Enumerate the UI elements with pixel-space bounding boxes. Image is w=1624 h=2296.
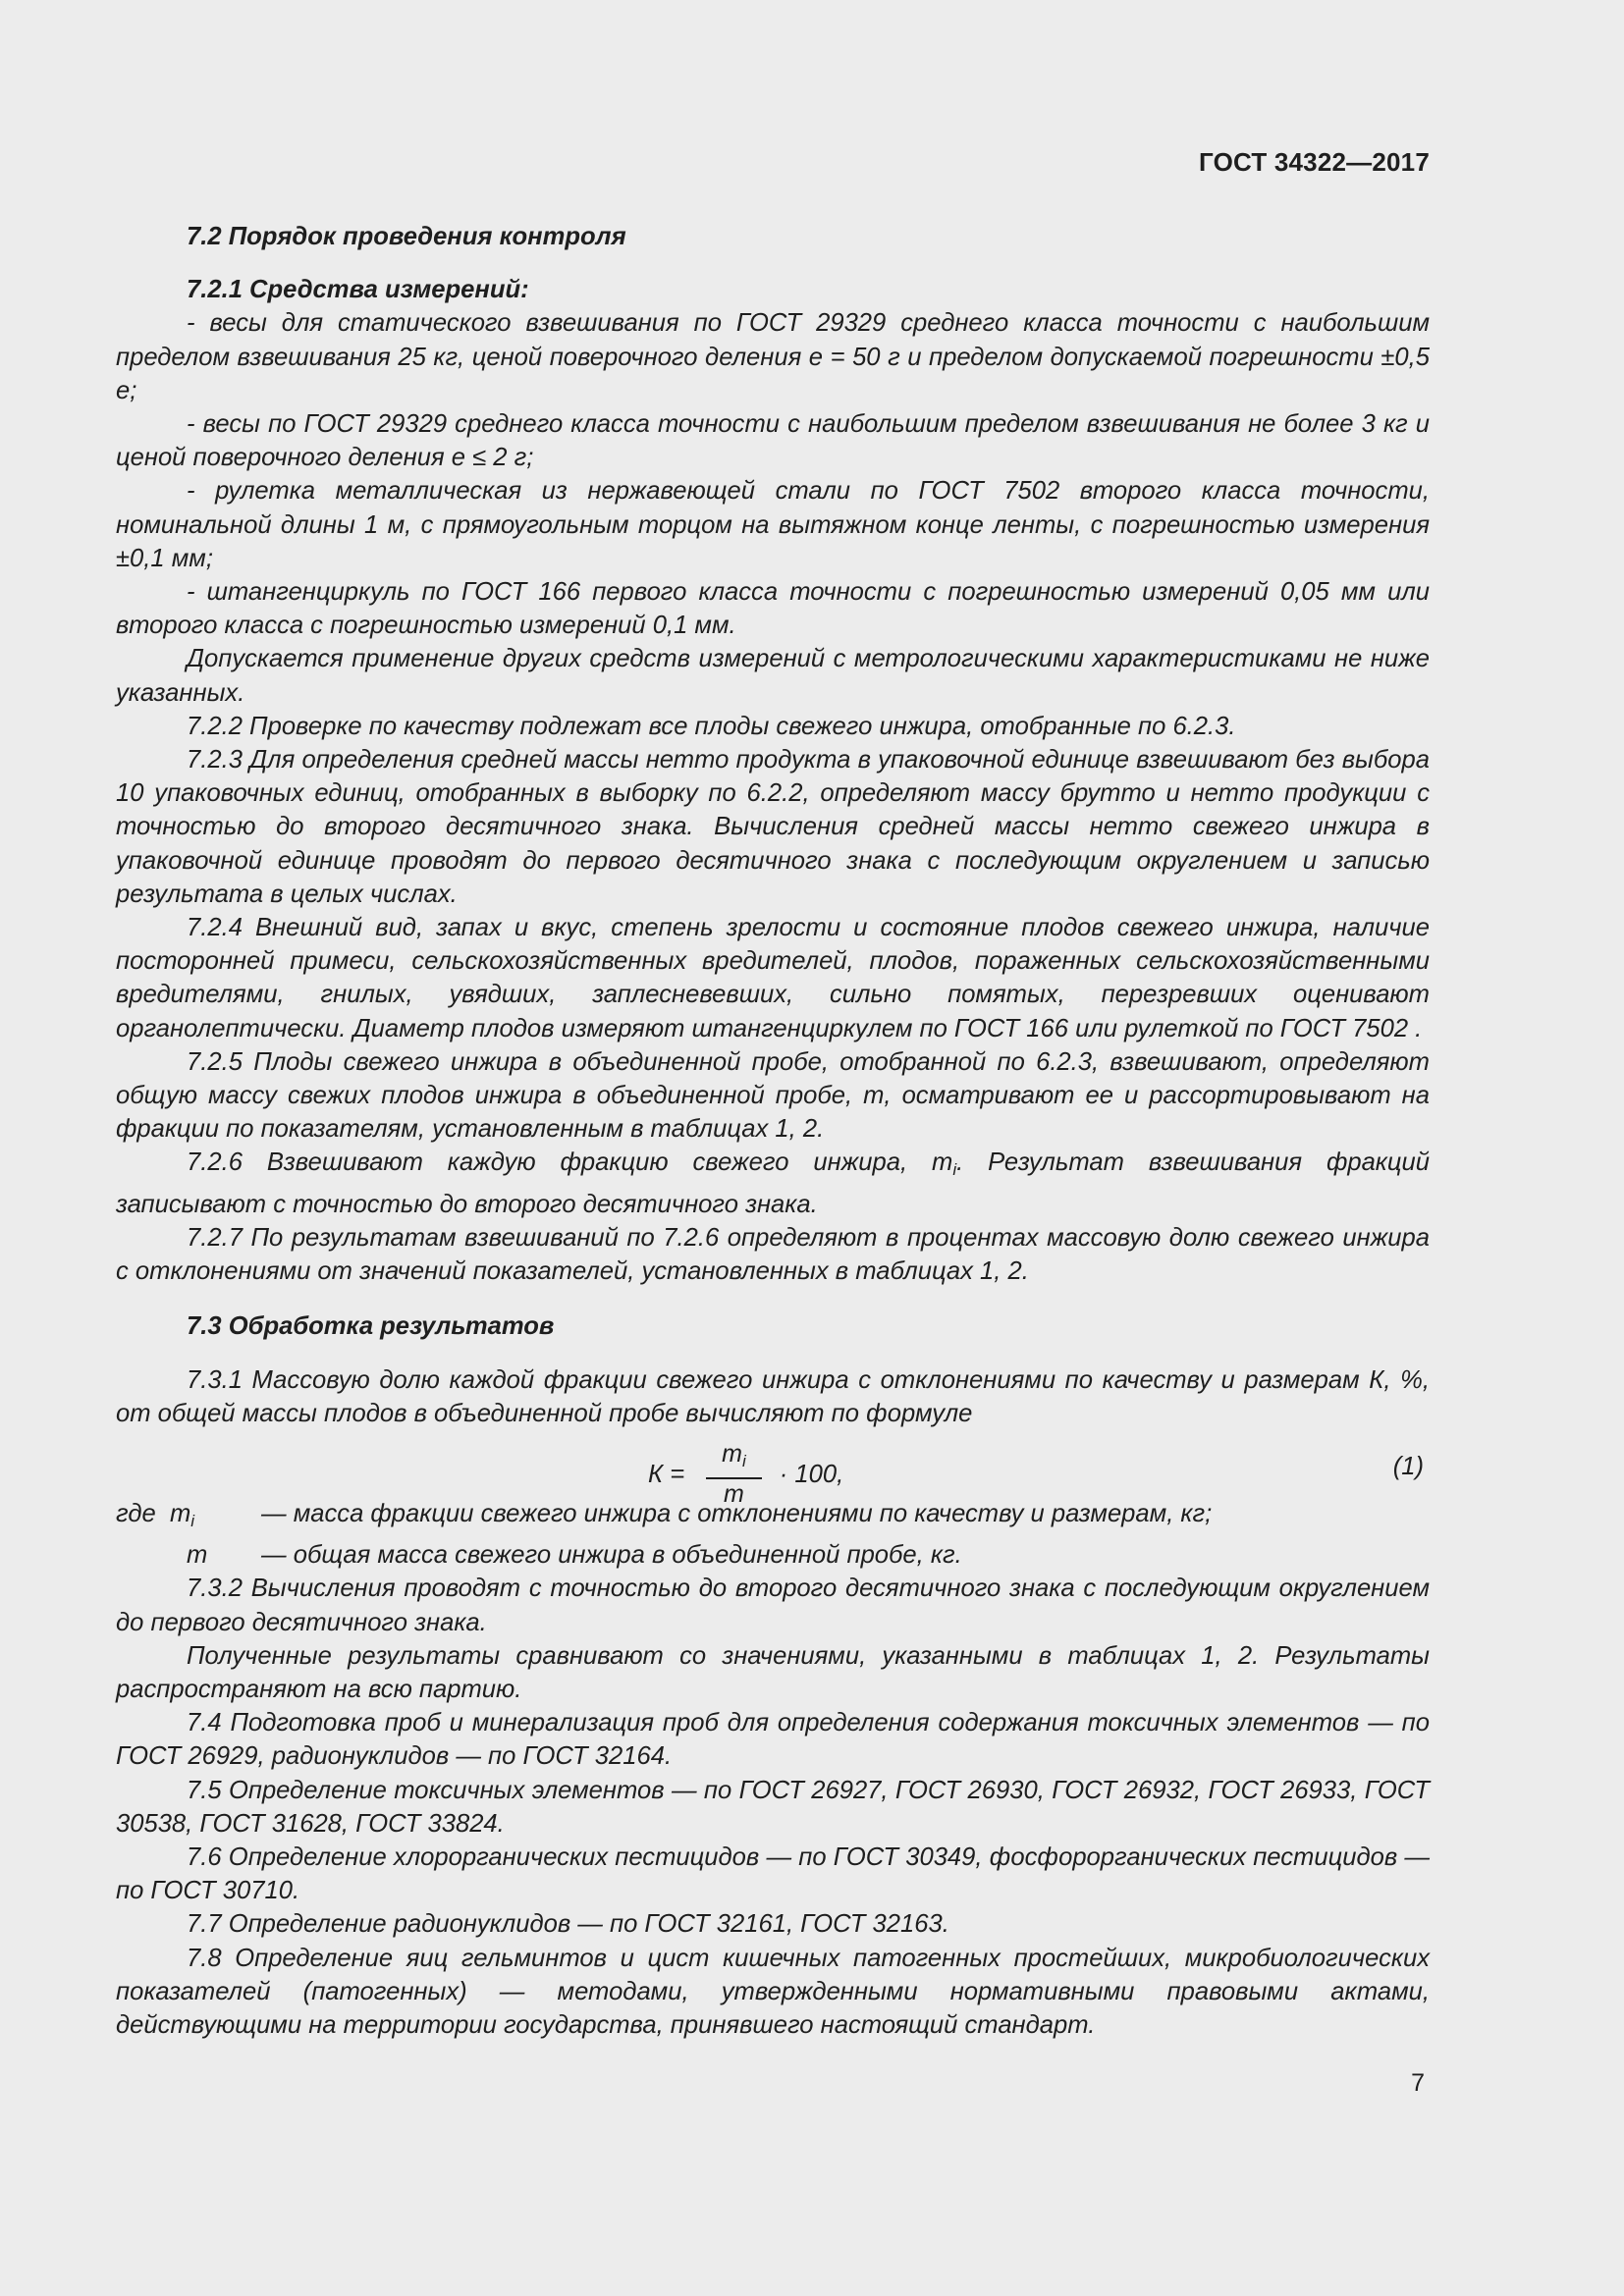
page-number: 7 bbox=[1411, 2069, 1425, 2097]
allowance-paragraph: Допускается применение других средств измерений с метрологическими характеристиками не ниже указанных. bbox=[116, 645, 1430, 707]
paragraph-7-2-6-start: 7.2.6 Взвешивают каждую фракцию свежего инжира, m bbox=[187, 1148, 953, 1177]
definition-row bbox=[116, 1538, 1430, 1572]
symbol-subscript: i bbox=[190, 1511, 195, 1530]
equipment-item: - весы по ГОСТ 29329 среднего класса точности с наибольшим пределом взвешивания не более 3 кг и ценой поверочного деления e ≤ 2 г; bbox=[116, 410, 1430, 472]
paragraph-7-7: 7.7 Определение радионуклидов — по ГОСТ 32161, ГОСТ 32163. bbox=[187, 1910, 949, 1939]
section-7-2-1-title: 7.2.1 Средства измерений: bbox=[187, 276, 529, 304]
results-paragraph: Полученные результаты сравнивают со значениями, указанными в таблицах 1, 2. Результаты распространяют на всю партию. bbox=[116, 1641, 1430, 1703]
paragraph-7-2-6 bbox=[116, 1146, 1430, 1220]
paragraph-7-2-3: 7.2.3 Для определения средней массы нетто продукта в упаковочной единице взвешивают без выбора 10 упаковочных единиц, отобранных в выборку по 6.2.2, определяют массу брутто и нетто продукции с точностью до второго десятичного знака. Вычисления средней массы нетто свежего инжира в упаковочной единице проводят до первого десятичного знака с последующим округлением и записью результата в целых числах. bbox=[116, 746, 1430, 908]
paragraph-7-3-1: 7.3.1 Массовую долю каждой фракции свежего инжира с отклонениями по качеству и размерам К, %, от общей массы плодов в объединенной пробе вычисляют по формуле bbox=[116, 1365, 1430, 1427]
paragraph-7-2-2: 7.2.2 Проверке по качеству подлежат все плоды свежего инжира, отобранные по 6.2.3. bbox=[187, 712, 1236, 740]
formula-lhs: К = bbox=[648, 1460, 685, 1488]
equipment-item: - штангенциркуль по ГОСТ 166 первого класса точности с погрешностью измерений 0,05 мм или второго класса с погрешностью измерений 0,1 мм. bbox=[116, 578, 1430, 640]
numerator-base: m bbox=[722, 1439, 742, 1468]
formula-definitions bbox=[116, 1497, 1430, 1572]
equipment-item: - рулетка металлическая из нержавеющей стали по ГОСТ 7502 второго класса точности, номинальной длины 1 м, с прямоугольным торцом на вытяжном конце ленты, с погрешностью измерения ±0,1 мм; bbox=[116, 477, 1430, 572]
paragraph-7-6: 7.6 Определение хлорорганических пестицидов — по ГОСТ 30349, фосфорорганических пестицидов — по ГОСТ 30710. bbox=[116, 1842, 1430, 1905]
formula-1 bbox=[116, 1432, 1430, 1508]
subscript-i: i bbox=[952, 1160, 957, 1180]
section-7-2-title: 7.2 Порядок проведения контроля bbox=[187, 223, 626, 250]
symbol-m: m bbox=[169, 1499, 191, 1527]
numerator-subscript: i bbox=[741, 1451, 746, 1470]
paragraph-7-2-4: 7.2.4 Внешний вид, запах и вкус, степень зрелости и состояние плодов свежего инжира, наличие посторонней примеси, сельскохозяйственных вредителей, плодов, пораженных сельскохозяйственными вредителями, гнилых, увядших, заплесневевших, сильно помятых, перезревших оценивают органолептически. Диаметр плодов измеряют штангенциркулем по ГОСТ 166 или рулеткой по ГОСТ 7502 . bbox=[116, 914, 1430, 1042]
paragraph-7-2-6-end: . Результат взвешивания фракций записывают с точностью до второго десятичного знака. bbox=[116, 1148, 1430, 1218]
definition-text: — масса фракции свежего инжира с отклонениями по качеству и размерам, кг; bbox=[261, 1499, 1213, 1527]
standard-header: ГОСТ 34322—2017 bbox=[1199, 147, 1430, 177]
paragraph-7-5: 7.5 Определение токсичных элементов — по ГОСТ 26927, ГОСТ 26930, ГОСТ 26932, ГОСТ 26933, ГОСТ 30538, ГОСТ 31628, ГОСТ 33824. bbox=[116, 1776, 1430, 1838]
paragraph-7-4: 7.4 Подготовка проб и минерализация проб для определения содержания токсичных элементов — по ГОСТ 26929, радионуклидов — по ГОСТ 32164. bbox=[116, 1709, 1430, 1771]
formula-expression bbox=[648, 1439, 844, 1508]
fraction-denominator: m bbox=[724, 1479, 744, 1508]
document-body bbox=[116, 220, 1430, 2042]
paragraph-7-2-5: 7.2.5 Плоды свежего инжира в объединенной пробе, отобранной по 6.2.3, взвешивают, определяют общую массу свежих плодов инжира в объединенной пробе, m, осматривают ее и рассортировывают на фракции по показателям, установленным в таблицах 1, 2. bbox=[116, 1047, 1430, 1144]
fraction-numerator bbox=[706, 1439, 762, 1479]
paragraph-7-2-7: 7.2.7 По результатам взвешиваний по 7.2.6 определяют в процентах массовую долю свежего инжира с отклонениями от значений показателей, установленных в таблицах 1, 2. bbox=[116, 1223, 1430, 1286]
definition-symbol: m bbox=[187, 1541, 208, 1570]
definition-symbol bbox=[116, 1497, 261, 1538]
where-label: где bbox=[116, 1499, 156, 1527]
formula-number: (1) bbox=[1392, 1452, 1424, 1480]
section-7-3-title: 7.3 Обработка результатов bbox=[187, 1312, 555, 1341]
equipment-item: - весы для статического взвешивания по ГОСТ 29329 среднего класса точности с наибольшим пределом взвешивания 25 кг, ценой поверочного деления e = 50 г и пределом допускаемой погрешности ±0,5 e; bbox=[116, 309, 1430, 404]
formula-rhs: · 100, bbox=[779, 1460, 844, 1488]
paragraph-7-3-2: 7.3.2 Вычисления проводят с точностью до второго десятичного знака с последующим округлением до первого десятичного знака. bbox=[116, 1575, 1430, 1636]
definition-text: — общая масса свежего инжира в объединенной пробе, кг. bbox=[261, 1541, 962, 1570]
formula-fraction bbox=[706, 1439, 762, 1508]
paragraph-7-8: 7.8 Определение яиц гельминтов и цист кишечных патогенных простейших, микробиологических показателей (патогенных) — методами, утвержденными нормативными правовыми актами, действующими на территории государства, принявшего настоящий стандарт. bbox=[116, 1944, 1430, 2039]
